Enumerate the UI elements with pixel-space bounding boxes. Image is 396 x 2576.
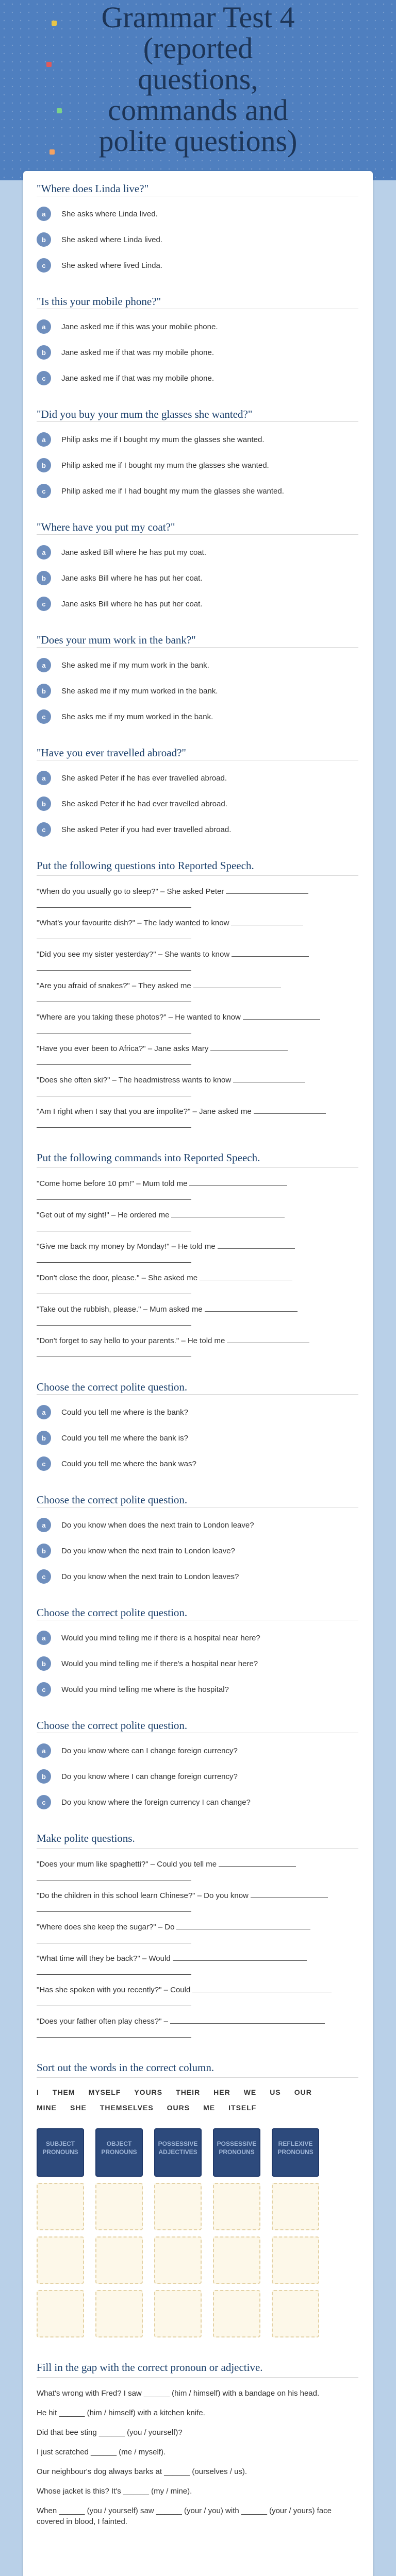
answer-option[interactable] — [37, 207, 358, 221]
question-block — [37, 521, 358, 611]
prompt-text: "What's your favourite dish?" – The lady wanted to know — [37, 919, 229, 927]
option-letter-badge[interactable]: b — [37, 1769, 51, 1784]
draggable-word[interactable]: ME — [203, 2104, 216, 2112]
question-block — [37, 1606, 358, 1697]
drop-zone[interactable] — [95, 2236, 143, 2284]
answer-blank-line[interactable] — [37, 1121, 191, 1128]
answer-blank[interactable] — [200, 1273, 292, 1280]
answer-option[interactable] — [37, 1682, 358, 1697]
drop-zone[interactable] — [154, 2183, 202, 2230]
answer-blank[interactable] — [173, 1954, 307, 1961]
draggable-word[interactable]: OURS — [167, 2104, 190, 2112]
option-letter-badge[interactable]: b — [37, 1544, 51, 1558]
divider — [37, 1394, 358, 1395]
exercise-line — [37, 1241, 358, 1263]
answer-blank-line[interactable] — [37, 963, 191, 971]
option-text: She asked me if my mum worked in the bank. — [61, 686, 218, 696]
exercise-line — [37, 886, 358, 908]
answer-option[interactable] — [37, 371, 358, 385]
prompt-text: "What time will they be back?" – Would — [37, 1954, 171, 1963]
drop-zone[interactable] — [213, 2290, 260, 2337]
answer-blank[interactable] — [226, 887, 308, 894]
answer-option[interactable] — [37, 1405, 358, 1419]
exercise-line — [37, 1304, 358, 1326]
option-text: Could you tell me where is the bank? — [61, 1408, 188, 1417]
option-letter-badge[interactable]: c — [37, 822, 51, 837]
question-title: "Have you ever travelled abroad?" — [37, 747, 187, 759]
option-text: Do you know where can I change foreign currency? — [61, 1746, 238, 1755]
option-letter-badge[interactable]: a — [37, 1743, 51, 1758]
answer-option[interactable] — [37, 345, 358, 360]
answer-blank-line[interactable] — [37, 1873, 191, 1880]
option-letter-badge[interactable]: b — [37, 571, 51, 585]
prompt-text: "Are you afraid of snakes?" – They asked me — [37, 981, 191, 990]
divider — [37, 1167, 358, 1168]
draggable-word[interactable]: WE — [243, 2088, 257, 2096]
page-title: Grammar Test 4 (reported questions, commands and polite questions) — [98, 1, 298, 158]
drop-zone[interactable] — [154, 2236, 202, 2284]
prompt-text: "Get out of my sight!" – He ordered me — [37, 1211, 170, 1219]
fill-gap-line[interactable]: Our neighbour's dog always barks at ______ (ourselves / us). — [37, 2467, 248, 2476]
answer-option[interactable] — [37, 458, 358, 472]
option-text: Do you know when the next train to London leaves? — [61, 1572, 239, 1581]
option-text: Jane asked me if this was your mobile phone. — [61, 322, 218, 331]
column-header: OBJECT PRONOUNS — [95, 2128, 143, 2177]
fill-gap-line[interactable]: I just scratched ______ (me / myself). — [37, 2448, 166, 2456]
answer-blank[interactable] — [210, 1044, 288, 1051]
option-text: Do you know where I can change foreign currency? — [61, 1772, 238, 1781]
answer-blank[interactable] — [219, 1859, 296, 1867]
answer-option[interactable] — [37, 658, 358, 672]
draggable-word[interactable]: ITSELF — [228, 2104, 257, 2112]
option-text: She asked Peter if he had ever travelled abroad. — [61, 799, 227, 808]
answer-blank[interactable] — [171, 1210, 285, 1217]
answer-option[interactable] — [37, 709, 358, 724]
fill-gap-line[interactable]: When ______ (you / yourself) saw ______ (your / you) with ______ (your / yours) face covered in blood, I fainted. — [37, 2506, 332, 2526]
exercise-line — [37, 949, 358, 971]
option-letter-badge[interactable]: b — [37, 345, 51, 360]
column-header: POSSESSIVE ADJECTIVES — [154, 2128, 202, 2177]
question-block — [37, 747, 358, 837]
sort-columns — [37, 2128, 358, 2337]
answer-option[interactable] — [37, 684, 358, 698]
option-letter-badge[interactable]: b — [37, 1656, 51, 1671]
answer-blank[interactable] — [232, 950, 309, 957]
prompt-text: "Give me back my money by Monday!" – He told me — [37, 1242, 216, 1251]
answer-option[interactable] — [37, 545, 358, 560]
option-text: She asks where Linda lived. — [61, 209, 158, 218]
answer-option[interactable] — [37, 1431, 358, 1445]
exercise-line — [37, 1012, 358, 1033]
draggable-word[interactable]: OUR — [294, 2088, 312, 2096]
answer-blank-line[interactable] — [37, 1999, 191, 2006]
exercise-line — [37, 980, 358, 1002]
option-text: Do you know when the next train to London leave? — [61, 1546, 235, 1555]
option-text: Philip asks me if I bought my mum the glasses she wanted. — [61, 435, 265, 444]
divider — [37, 1848, 358, 1849]
option-text: She asked Peter if you had ever travelled abroad. — [61, 825, 232, 834]
prompt-text: "Don't close the door, please." – She asked me — [37, 1274, 198, 1282]
answer-blank-line[interactable] — [37, 1224, 191, 1231]
drop-zone[interactable] — [213, 2183, 260, 2230]
sort-column — [154, 2128, 202, 2337]
exercise-line — [37, 1859, 358, 1880]
option-letter-badge[interactable]: a — [37, 432, 51, 447]
answer-blank[interactable] — [243, 1012, 320, 1020]
answer-blank[interactable] — [176, 1922, 310, 1929]
option-text: Philip asked me if I had bought my mum the glasses she wanted. — [61, 486, 284, 496]
answer-option[interactable] — [37, 1631, 358, 1645]
sort-column — [37, 2128, 84, 2337]
prompt-text: "Do the children in this school learn Chinese?" – Do you know — [37, 1891, 249, 1900]
option-text: She asked where lived Linda. — [61, 261, 162, 270]
prompt-text: "Has she spoken with you recently?" – Could — [37, 1986, 191, 1994]
fill-gap-line[interactable]: What's wrong with Fred? I saw ______ (him / himself) with a bandage on his head. — [37, 2389, 320, 2398]
option-letter-badge[interactable]: c — [37, 258, 51, 273]
answer-blank-line[interactable] — [37, 1905, 191, 1912]
column-header: POSSESSIVE PRONOUNS — [213, 2128, 260, 2177]
prompt-text: "Does your father often play chess?" – — [37, 2017, 168, 2026]
answer-blank[interactable] — [205, 1304, 298, 1312]
draggable-word[interactable]: YOURS — [134, 2088, 163, 2096]
option-letter-badge[interactable]: c — [37, 709, 51, 724]
fill-gap-line[interactable]: Did that bee sting ______ (you / yourself)? — [37, 2428, 183, 2437]
option-letter-badge[interactable]: b — [37, 458, 51, 472]
section-heading: Make polite questions. — [37, 1832, 135, 1844]
answer-blank-line[interactable] — [37, 2030, 191, 2038]
drop-zone[interactable] — [37, 2183, 84, 2230]
draggable-word[interactable]: I — [37, 2088, 39, 2096]
draggable-word[interactable]: HER — [213, 2088, 230, 2096]
answer-blank-line[interactable] — [37, 1318, 191, 1326]
prompt-text: "Have you ever been to Africa?" – Jane asks Mary — [37, 1044, 209, 1053]
exercise-line — [37, 1922, 358, 1943]
question-title: "Where does Linda live?" — [37, 182, 149, 195]
prompt-text: "Am I right when I say that you are impolite?" – Jane asked me — [37, 1107, 252, 1116]
prompt-text: "Take out the rubbish, please." – Mum asked me — [37, 1305, 203, 1314]
answer-option[interactable] — [37, 571, 358, 585]
drop-zone[interactable] — [95, 2290, 143, 2337]
option-letter-badge[interactable]: a — [37, 545, 51, 560]
answer-option[interactable] — [37, 1569, 358, 1584]
option-text: She asked Peter if he has ever travelled abroad. — [61, 773, 227, 783]
section-heading: Sort out the words in the correct column. — [37, 2061, 214, 2074]
question-block — [37, 182, 358, 273]
answer-option[interactable] — [37, 484, 358, 498]
answer-blank[interactable] — [192, 1985, 332, 1992]
drop-zone[interactable] — [95, 2183, 143, 2230]
divider — [37, 534, 358, 535]
option-text: Would you mind telling me if there's a hospital near here? — [61, 1659, 258, 1668]
question-title: "Is this your mobile phone?" — [37, 295, 161, 308]
option-letter-badge[interactable]: a — [37, 1631, 51, 1645]
option-letter-badge[interactable]: a — [37, 658, 51, 672]
question-title: Choose the correct polite question. — [37, 1719, 188, 1732]
drop-zone[interactable] — [37, 2236, 84, 2284]
answer-blank-line[interactable] — [37, 1256, 191, 1263]
answer-blank-line[interactable] — [37, 1936, 191, 1943]
answer-blank[interactable] — [254, 1107, 326, 1114]
sort-column — [272, 2128, 319, 2337]
option-text: Do you know when does the next train to London leave? — [61, 1520, 254, 1530]
answer-blank[interactable] — [170, 2016, 325, 2024]
exercise-line — [37, 1043, 358, 1065]
section-heading: Put the following questions into Reported Speech. — [37, 859, 254, 872]
answer-blank[interactable] — [189, 1179, 287, 1186]
worksheet-card — [23, 171, 373, 2576]
option-text: Would you mind telling me if there is a hospital near here? — [61, 1633, 260, 1642]
divider — [37, 647, 358, 648]
answer-blank-line[interactable] — [37, 1026, 191, 1033]
draggable-word[interactable]: MYSELF — [88, 2088, 121, 2096]
draggable-word[interactable]: THEIR — [176, 2088, 201, 2096]
question-block — [37, 1719, 358, 1809]
option-letter-badge[interactable]: c — [37, 1682, 51, 1697]
question-title: "Does your mum work in the bank?" — [37, 634, 196, 646]
sort-column — [95, 2128, 143, 2337]
answer-blank[interactable] — [233, 1075, 305, 1082]
option-text: Philip asked me if I bought my mum the glasses she wanted. — [61, 461, 269, 470]
option-letter-badge[interactable]: c — [37, 484, 51, 498]
question-block — [37, 634, 358, 724]
fill-gap-line[interactable]: Whose jacket is this? It's ______ (my / mine). — [37, 2487, 192, 2496]
option-text: She asked me if my mum work in the bank. — [61, 660, 209, 670]
divider — [37, 2077, 358, 2078]
option-text: Do you know where the foreign currency I can change? — [61, 1798, 251, 1807]
draggable-word[interactable]: MINE — [37, 2104, 57, 2112]
option-letter-badge[interactable]: a — [37, 319, 51, 334]
question-title: Choose the correct polite question. — [37, 1494, 188, 1506]
option-text: Jane asked me if that was my mobile phone. — [61, 348, 214, 357]
answer-option[interactable] — [37, 1795, 358, 1809]
option-letter-badge[interactable]: b — [37, 1431, 51, 1445]
answer-blank-line[interactable] — [37, 1193, 191, 1200]
drop-zone[interactable] — [37, 2290, 84, 2337]
divider — [37, 421, 358, 422]
divider — [37, 875, 358, 876]
exercise-line — [37, 2016, 358, 2038]
section-heading: Put the following commands into Reported Speech. — [37, 1151, 260, 1164]
answer-blank-line[interactable] — [37, 995, 191, 1002]
draggable-word[interactable]: THEMSELVES — [100, 2104, 154, 2112]
answer-option[interactable] — [37, 1656, 358, 1671]
exercise-line — [37, 1985, 358, 2006]
answer-option[interactable] — [37, 258, 358, 273]
drop-zone[interactable] — [272, 2290, 319, 2337]
question-block — [37, 1381, 358, 1471]
answer-option[interactable] — [37, 771, 358, 785]
answer-blank[interactable] — [251, 1891, 328, 1898]
option-text: Jane asked me if that was my mobile phone. — [61, 374, 214, 383]
answer-option[interactable] — [37, 432, 358, 447]
prompt-text: "Don't forget to say hello to your parents." – He told me — [37, 1336, 225, 1345]
prompt-text: "When do you usually go to sleep?" – She asked Peter — [37, 887, 224, 896]
drop-zone[interactable] — [272, 2236, 319, 2284]
draggable-word[interactable]: US — [270, 2088, 281, 2096]
exercise-line — [37, 918, 358, 939]
option-letter-badge[interactable]: a — [37, 1518, 51, 1532]
drop-zone[interactable] — [213, 2236, 260, 2284]
option-letter-badge[interactable]: b — [37, 684, 51, 698]
prompt-text: "Did you see my sister yesterday?" – She wants to know — [37, 950, 230, 959]
answer-blank-line[interactable] — [37, 1089, 191, 1096]
prompt-text: "Does your mum like spaghetti?" – Could you tell me — [37, 1860, 217, 1869]
option-text: Would you mind telling me where is the hospital? — [61, 1685, 229, 1694]
option-letter-badge[interactable]: c — [37, 1456, 51, 1471]
drop-zone[interactable] — [154, 2290, 202, 2337]
answer-option[interactable] — [37, 319, 358, 334]
word-bank — [37, 2088, 358, 2119]
answer-blank-line[interactable] — [37, 1968, 191, 1975]
exercise-line — [37, 1335, 358, 1357]
prompt-text: "Does she often ski?" – The headmistress wants to know — [37, 1076, 232, 1084]
answer-blank-line[interactable] — [37, 1350, 191, 1357]
answer-option[interactable] — [37, 597, 358, 611]
draggable-word[interactable]: THEM — [52, 2088, 75, 2096]
answer-blank-line[interactable] — [37, 1058, 191, 1065]
option-text: She asked where Linda lived. — [61, 235, 162, 244]
drop-zone[interactable] — [272, 2183, 319, 2230]
question-title: Choose the correct polite question. — [37, 1381, 188, 1393]
answer-option[interactable] — [37, 796, 358, 811]
divider — [37, 2377, 358, 2378]
answer-blank-line[interactable] — [37, 932, 191, 939]
answer-blank-line[interactable] — [37, 1287, 191, 1294]
section-heading: Fill in the gap with the correct pronoun or adjective. — [37, 2361, 263, 2374]
exercise-line — [37, 1273, 358, 1294]
draggable-word[interactable]: SHE — [70, 2104, 87, 2112]
question-block — [37, 408, 358, 498]
fill-gap-line[interactable]: He hit ______ (him / himself) with a kitchen knife. — [37, 2409, 205, 2417]
option-text: Jane asks Bill where he has put her coat. — [61, 573, 203, 583]
option-text: Could you tell me where the bank was? — [61, 1459, 196, 1468]
option-letter-badge[interactable]: b — [37, 232, 51, 247]
question-title: "Did you buy your mum the glasses she wanted?" — [37, 408, 253, 420]
option-letter-badge[interactable]: c — [37, 1569, 51, 1584]
answer-option[interactable] — [37, 822, 358, 837]
answer-option[interactable] — [37, 1769, 358, 1784]
exercise-line — [37, 1106, 358, 1128]
prompt-text: "Where does she keep the sugar?" – Do — [37, 1923, 175, 1931]
option-text: Could you tell me where the bank is? — [61, 1433, 188, 1443]
column-header: SUBJECT PRONOUNS — [37, 2128, 84, 2177]
exercise-line — [37, 1953, 358, 1975]
exercise-line — [37, 1075, 358, 1096]
exercise-line — [37, 1890, 358, 1912]
answer-blank[interactable] — [193, 981, 281, 988]
question-title: "Where have you put my coat?" — [37, 521, 175, 533]
option-letter-badge[interactable]: a — [37, 207, 51, 221]
question-title: Choose the correct polite question. — [37, 1606, 188, 1619]
question-block — [37, 1494, 358, 1584]
answer-blank[interactable] — [218, 1242, 295, 1249]
option-letter-badge[interactable]: a — [37, 771, 51, 785]
option-text: Jane asks Bill where he has put her coat. — [61, 599, 203, 608]
option-letter-badge[interactable]: c — [37, 1795, 51, 1809]
question-block — [37, 295, 358, 385]
option-letter-badge[interactable]: a — [37, 1405, 51, 1419]
prompt-text: "Where are you taking these photos?" – He wanted to know — [37, 1013, 241, 1022]
answer-option[interactable] — [37, 1743, 358, 1758]
exercise-line — [37, 1178, 358, 1200]
exercise-line — [37, 1210, 358, 1231]
prompt-text: "Come home before 10 pm!" – Mum told me — [37, 1179, 188, 1188]
option-text: She asks me if my mum worked in the bank. — [61, 712, 213, 721]
option-text: Jane asked Bill where he has put my coat. — [61, 548, 206, 557]
header-banner — [0, 0, 396, 180]
answer-option[interactable] — [37, 1518, 358, 1532]
answer-option[interactable] — [37, 1544, 358, 1558]
sort-column — [213, 2128, 260, 2337]
option-letter-badge[interactable]: c — [37, 371, 51, 385]
answer-blank[interactable] — [227, 1336, 309, 1343]
answer-option[interactable] — [37, 232, 358, 247]
answer-blank[interactable] — [231, 918, 303, 925]
option-letter-badge[interactable]: b — [37, 796, 51, 811]
answer-option[interactable] — [37, 1456, 358, 1471]
column-header: REFLEXIVE PRONOUNS — [272, 2128, 319, 2177]
option-letter-badge[interactable]: c — [37, 597, 51, 611]
answer-blank-line[interactable] — [37, 901, 191, 908]
